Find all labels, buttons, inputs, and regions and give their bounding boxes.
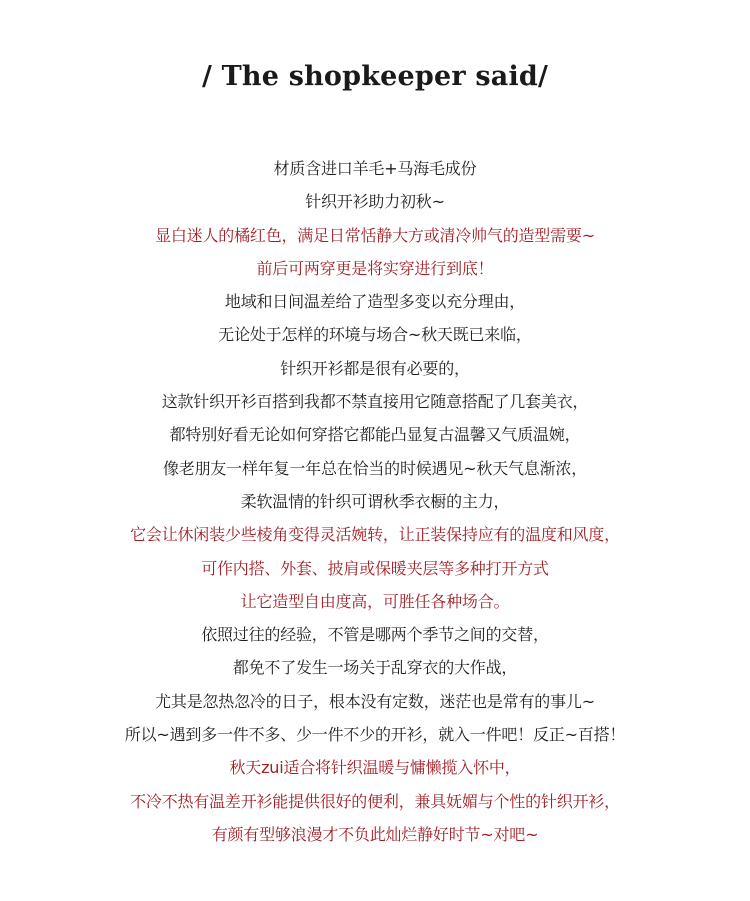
text-line: 依照过往的经验，不管是哪两个季节之间的交替， [201, 625, 549, 645]
text-line: 都特别好看无论如何穿搭它都能凸显复古温馨又气质温婉， [169, 425, 581, 445]
highlight-text-line: 显白迷人的橘红色，满足日常恬静大方或清冷帅气的造型需要~ [155, 225, 595, 245]
text-line: 针织开衫都是很有必要的， [280, 358, 470, 378]
text-line: 材质含进口羊毛+马海毛成份 [273, 159, 477, 178]
page-title: / The shopkeeper said/ [201, 61, 549, 92]
text-line: 柔软温情的针织可谓秋季衣橱的主力， [240, 491, 510, 511]
highlight-text-line: 前后可两穿更是将实穿进行到底！ [256, 258, 494, 278]
text-line: 所以~遇到多一件不多、少一件不少的开衫，就入一件吧！反正~百搭！ [124, 725, 626, 745]
highlight-text-line: 不冷不热有温差开衫能提供很好的便利，兼具妩媚与个性的针织开衫， [130, 791, 620, 811]
text-line: 这款针织开衫百搭到我都不禁直接用它随意搭配了几套美衣， [161, 392, 589, 412]
highlight-text-line: 让它造型自由度高，可胜任各种场合。 [240, 591, 510, 611]
highlight-text-line: 秋天zui适合将针织温暖与慵懒揽入怀中， [229, 758, 521, 778]
text-line: 像老朋友一样年复一年总在恰当的时候遇见~秋天气息渐浓， [162, 458, 587, 478]
text-line: 都免不了发生一场关于乱穿衣的大作战， [232, 658, 518, 678]
highlight-text-line: 它会让休闲装少些棱角变得灵活婉转，让正装保持应有的温度和风度， [130, 525, 620, 545]
text-line: 针织开衫助力初秋~ [305, 192, 445, 212]
description-text-block [0, 152, 750, 851]
text-line: 地域和日间温差给了造型多变以充分理由， [224, 292, 526, 312]
highlight-text-line: 可作内搭、外套、披肩或保暖夹层等多种打开方式 [201, 558, 549, 578]
text-line: 无论处于怎样的环境与场合~秋天既已来临， [218, 325, 532, 345]
highlight-text-line: 有颜有型够浪漫才不负此灿烂静好时节~对吧~ [211, 824, 539, 844]
text-line: 尤其是忽热忽冷的日子，根本没有定数，迷茫也是常有的事儿~ [155, 691, 595, 711]
